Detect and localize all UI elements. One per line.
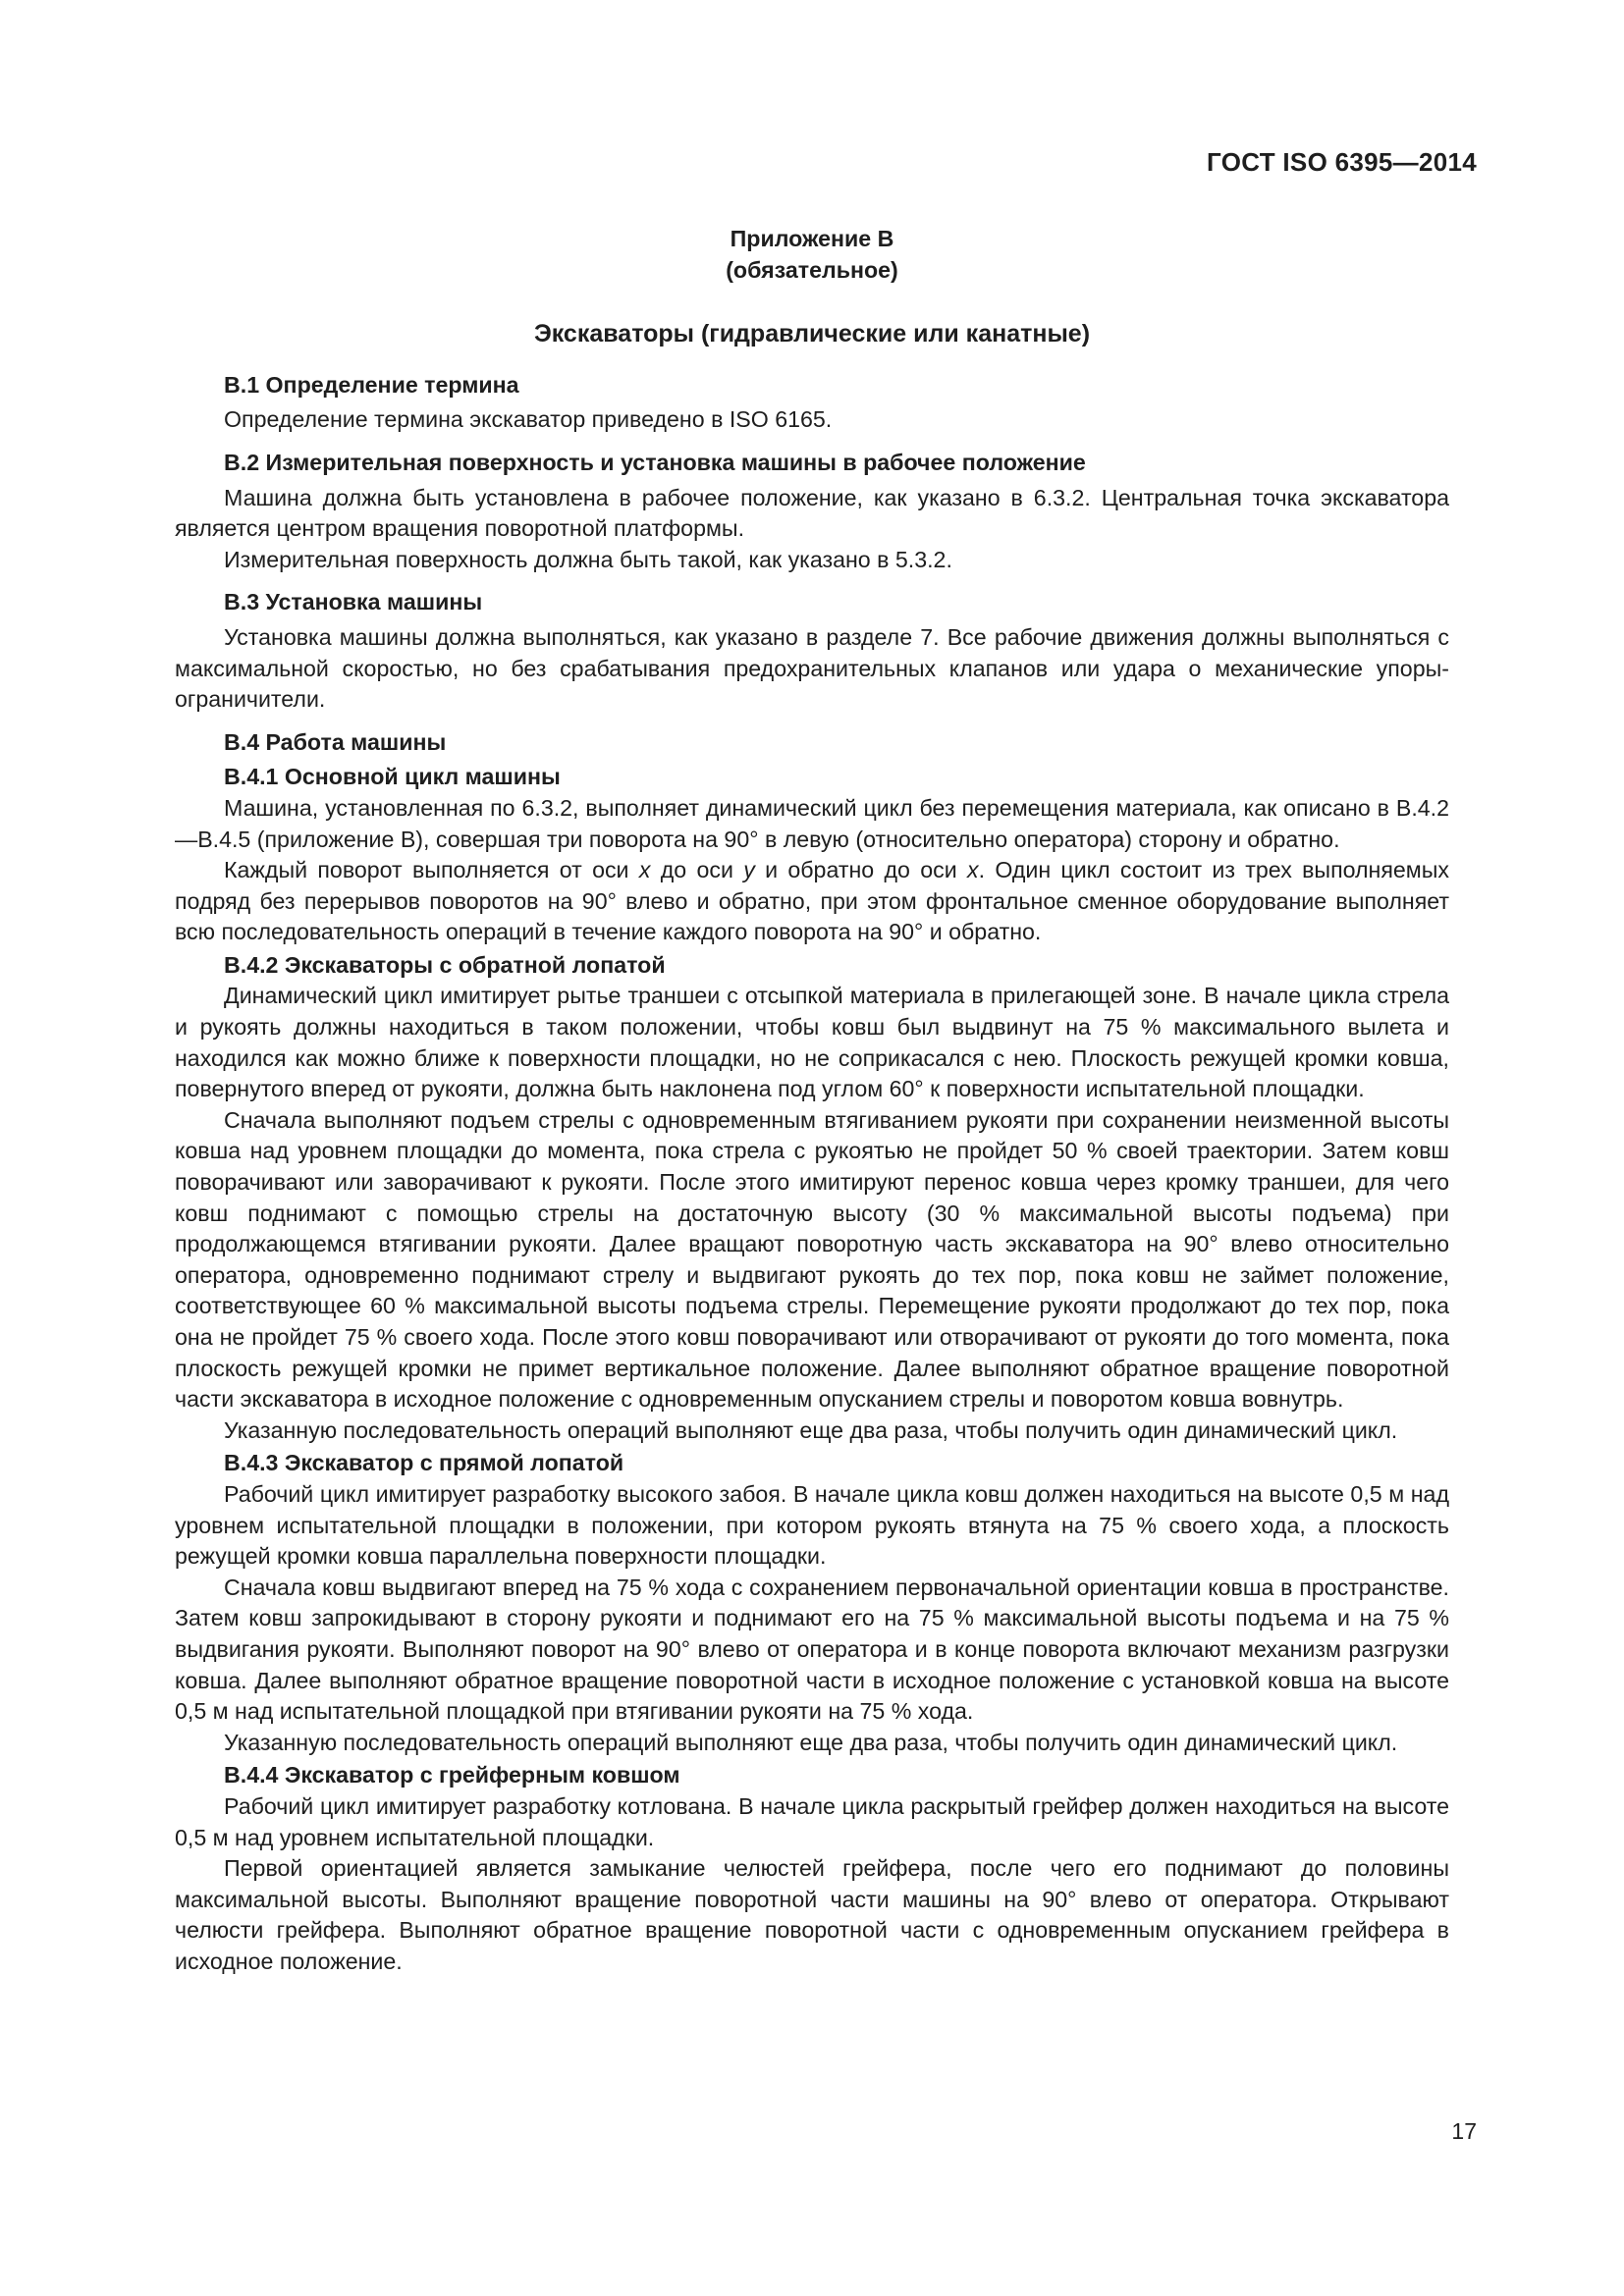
section-b41-paragraph-1: Машина, установленная по 6.3.2, выполняет динамический цикл без перемещения материала, как описано в В.4.2—В.4.5 (приложение В), совершая три поворота на 90° в левую (относительно оператора) сторону и обратно. — [175, 794, 1449, 852]
section-heading-b42: В.4.2 Экскаваторы с обратной лопатой — [224, 951, 666, 978]
section-b43-paragraph-1: Рабочий цикл имитирует разработку высокого забоя. В начале цикла ковш должен находиться на высоте 0,5 м над уровнем испытательной площадки в положении, при котором рукоять втянута на 75 % своего хода, а плоскость режущей кромки ковша параллельна поверхности площадки. — [175, 1480, 1449, 1570]
section-b42-paragraph-1: Динамический цикл имитирует рытье траншеи с отсыпкой материала в прилегающей зоне. В начале цикла стрела и рукоять должны находиться в таком положении, чтобы ковш был выдвинут на 75 % максимального вылета и находился как можно ближе к поверхности площадки, но не соприкасался с нею. Плоскость режущей кромки ковша, повернутого вперед от рукояти, должна быть наклонена под углом 60° к поверхности испытательной площадки. — [175, 983, 1449, 1102]
section-b43-paragraph-3: Указанную последовательность операций выполняют еще два раза, чтобы получить один динамический цикл. — [224, 1729, 1398, 1755]
section-b43-paragraph-2: Сначала ковш выдвигают вперед на 75 % хода с сохранением первоначальной ориентации ковша в пространстве. Затем ковш запрокидывают в сторону рукояти и поднимают его на 75 % максимальной высоты подъема и на 75 % выдвигания рукояти. Выполняют поворот на 90° влево от оператора и в конце поворота включают механизм разгрузки ковша. Далее выполняют обратное вращение поворотной части в исходное положение с установкой ковша на высоте 0,5 м над испытательной площадкой при втягивании рукояти на 75 % хода. — [175, 1574, 1449, 1725]
appendix-status: (обязательное) — [726, 256, 898, 283]
section-heading-b43: В.4.3 Экскаватор с прямой лопатой — [224, 1450, 624, 1476]
section-heading-b4: В.4 Работа машины — [224, 728, 447, 755]
section-b3-paragraph-1: Установка машины должна выполняться, как указано в разделе 7. Все рабочие движения должны выполняться с максимальной скоростью, но без срабатывания предохранительных клапанов или удара о механические упоры-ограничители. — [175, 623, 1449, 713]
b41-p2-text-c: и обратно до оси — [754, 857, 967, 883]
section-b42-paragraph-2: Сначала выполняют подъем стрелы с одновременным втягиванием рукояти при сохранении неизменной высоты ковша над уровнем площадки до момента, пока стрела с рукоятью не пройдет 50 % своей траектории. Затем ковш поворачивают или заворачивают к рукояти. После этого имитируют перенос ковша через кромку траншеи, для чего ковш поднимают с помощью стрелы на достаточную высоту (30 % максимальной высоты подъема) при продолжающемся втягивании рукояти. Далее вращают поворотную часть экскаватора на 90° влево относительно оператора, одновременно поднимают стрелу и выдвигают рукоять до тех пор, пока ковш не займет положение, соответствующее 60 % максимальной высоты подъема стрелы. Перемещение рукояти продолжают до тех пор, пока она не пройдет 75 % своего хода. После этого ковш поворачивают или отворачивают от рукояти до того момента, пока плоскость режущей кромки не примет вертикальное положение. Далее выполняют обратное вращение поворотной части экскаватора в исходное положение с одновременным опусканием стрелы и поворотом ковша вовнутрь. — [175, 1106, 1449, 1413]
section-b2-paragraph-1: Машина должна быть установлена в рабочее положение, как указано в 6.3.2. Центральная точка экскаватора является центром вращения поворотной платформы. — [175, 484, 1449, 542]
section-b44-paragraph-2: Первой ориентацией является замыкание челюстей грейфера, после чего его поднимают до половины максимальной высоты. Выполняют вращение поворотной части машины на 90° влево от оператора. Открывают челюсти грейфера. Выполняют обратное вращение поворотной части с одновременным опусканием грейфера в исходное положение. — [175, 1855, 1449, 1974]
appendix-title: Приложение В — [730, 226, 894, 251]
document-body — [175, 224, 1449, 1977]
section-b41-paragraph-2 — [175, 855, 1449, 948]
section-heading-b44: В.4.4 Экскаватор с грейферным ковшом — [224, 1762, 680, 1789]
section-heading-b3: В.3 Установка машины — [224, 589, 483, 615]
section-b1-paragraph-1: Определение термина экскаватор приведено в ISO 6165. — [224, 406, 833, 433]
section-b2-paragraph-2: Измерительная поверхность должна быть такой, как указано в 5.3.2. — [224, 546, 952, 572]
axis-x-symbol: x — [638, 857, 651, 883]
axis-y-symbol: y — [743, 857, 755, 883]
appendix-main-title: Экскаваторы (гидравлические или канатные) — [533, 320, 1091, 348]
section-heading-b1: В.1 Определение термина — [224, 371, 519, 398]
section-heading-b41: В.4.1 Основной цикл машины — [224, 764, 561, 790]
document-code-header: ГОСТ ISO 6395—2014 — [1207, 147, 1477, 177]
section-heading-b2: В.2 Измерительная поверхность и установка машины в рабочее положение — [224, 449, 1086, 475]
page-number: 17 — [1451, 2118, 1477, 2144]
section-b44-paragraph-1: Рабочий цикл имитирует разработку котлована. В начале цикла раскрытый грейфер должен находиться на высоте 0,5 м над уровнем испытательной площадки. — [175, 1792, 1449, 1850]
b41-p2-text-d: . Один цикл состоит из трех выполняемых подряд без перерывов поворотов на 90° влево и обратно, при этом фронтальное сменное оборудование выполняет всю последовательность операций в течение каждого поворота на 90° и обратно. — [175, 857, 1450, 945]
section-b42-paragraph-3: Указанную последовательность операций выполняют еще два раза, чтобы получить один динамический цикл. — [224, 1416, 1398, 1443]
b41-p2-text-a: Каждый поворот выполняется от оси — [224, 857, 639, 883]
b41-p2-text-b: до оси — [650, 857, 744, 883]
axis-x-symbol: x — [966, 857, 979, 883]
